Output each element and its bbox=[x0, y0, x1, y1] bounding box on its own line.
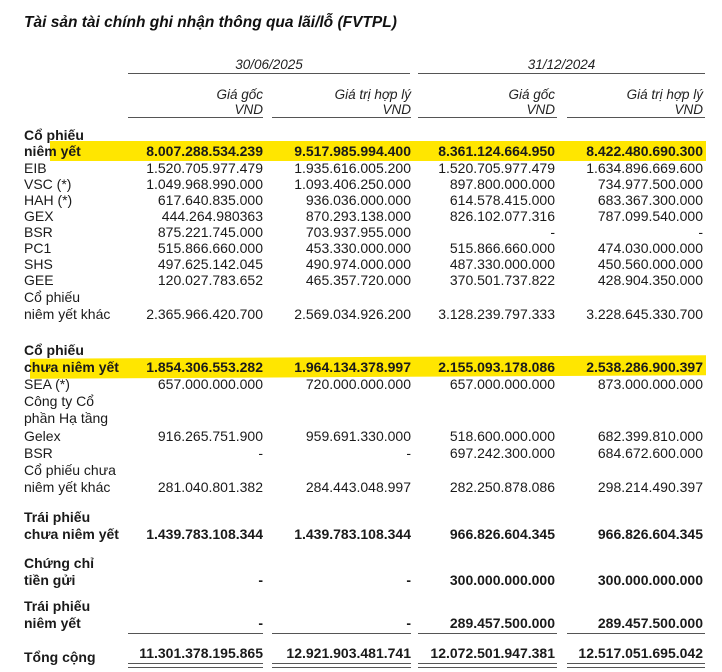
cell-value: 8.422.480.690.300 bbox=[586, 143, 703, 159]
table-row bbox=[0, 410, 722, 426]
table-row bbox=[0, 306, 722, 322]
table-row-total bbox=[0, 645, 722, 665]
cell-value: 720.000.000.000 bbox=[305, 376, 411, 392]
table-row bbox=[0, 393, 722, 409]
total-double-line bbox=[567, 663, 705, 668]
cell-value: 697.242.300.000 bbox=[449, 445, 555, 461]
cell-value: 428.904.350.000 bbox=[597, 272, 703, 288]
column-header-label: Giá gốc bbox=[216, 87, 263, 102]
cell-value: 936.036.000.000 bbox=[305, 192, 411, 208]
column-divider bbox=[128, 117, 263, 118]
cell-value: 1.439.783.108.344 bbox=[294, 526, 411, 542]
row-label: niêm yết bbox=[24, 143, 81, 159]
table-row bbox=[0, 445, 722, 461]
column-header-unit: VND bbox=[382, 102, 411, 117]
cell-value: 1.520.705.977.479 bbox=[146, 160, 263, 176]
row-label: GEX bbox=[24, 208, 54, 224]
table-row bbox=[0, 272, 722, 288]
cell-value: 289.457.500.000 bbox=[449, 615, 555, 631]
cell-value: 682.399.810.000 bbox=[597, 428, 703, 444]
column-divider bbox=[567, 117, 705, 118]
subtotal-line bbox=[418, 633, 557, 634]
table-row bbox=[0, 359, 722, 375]
cell-value: 1.634.896.669.600 bbox=[586, 160, 703, 176]
cell-value: - bbox=[406, 445, 411, 461]
table-row bbox=[0, 598, 722, 614]
table-row bbox=[0, 428, 722, 444]
cell-value: 1.520.705.977.479 bbox=[438, 160, 555, 176]
cell-value: 284.443.048.997 bbox=[305, 479, 411, 495]
period-divider bbox=[128, 73, 410, 74]
column-divider bbox=[418, 117, 557, 118]
table-row bbox=[0, 160, 722, 176]
cell-value: 966.826.604.345 bbox=[449, 526, 555, 542]
row-label: phần Hạ tầng bbox=[24, 410, 109, 426]
cell-value: - bbox=[258, 572, 263, 588]
cell-value: 120.027.783.652 bbox=[157, 272, 263, 288]
cell-value: 487.330.000.000 bbox=[449, 256, 555, 272]
row-label: Gelex bbox=[24, 428, 61, 444]
page-title: Tài sản tài chính ghi nhận thông qua lãi/lỗ (FVTPL) bbox=[24, 14, 397, 31]
column-header-unit: VND bbox=[234, 102, 263, 117]
cell-value: 897.800.000.000 bbox=[449, 176, 555, 192]
cell-value: 370.501.737.822 bbox=[449, 272, 555, 288]
table-row bbox=[0, 342, 722, 358]
column-header-unit: VND bbox=[674, 102, 703, 117]
cell-value: 614.578.415.000 bbox=[449, 192, 555, 208]
cell-value: 2.365.966.420.700 bbox=[146, 306, 263, 322]
cell-value: 959.691.330.000 bbox=[305, 428, 411, 444]
subtotal-line bbox=[567, 633, 705, 634]
cell-value: 875.221.745.000 bbox=[157, 224, 263, 240]
row-label: GEE bbox=[24, 272, 54, 288]
column-header-fair-2025 bbox=[335, 87, 411, 117]
row-label: EIB bbox=[24, 160, 47, 176]
table-row bbox=[0, 526, 722, 542]
total-double-line bbox=[128, 663, 263, 668]
table-row bbox=[0, 555, 722, 571]
period-divider bbox=[418, 73, 705, 74]
cell-value: 8.007.288.534.239 bbox=[146, 143, 263, 159]
subtotal-line bbox=[272, 633, 411, 634]
cell-value: 12.072.501.947.381 bbox=[430, 645, 555, 661]
table-row bbox=[0, 615, 722, 631]
cell-value: 3.128.239.797.333 bbox=[438, 306, 555, 322]
row-label: chưa niêm yết bbox=[24, 359, 119, 375]
cell-value: 657.000.000.000 bbox=[157, 376, 263, 392]
row-label: Công ty Cổ bbox=[24, 393, 95, 409]
cell-value: 282.250.878.086 bbox=[449, 479, 555, 495]
cell-value: 2.538.286.900.397 bbox=[586, 359, 703, 375]
total-double-line bbox=[418, 663, 557, 668]
column-header-label: Giá gốc bbox=[508, 87, 555, 102]
table-row bbox=[0, 240, 722, 256]
row-label: niêm yết khác bbox=[24, 479, 111, 495]
cell-value: 684.672.600.000 bbox=[597, 445, 703, 461]
cell-value: 683.367.300.000 bbox=[597, 192, 703, 208]
cell-value: 3.228.645.330.700 bbox=[586, 306, 703, 322]
cell-value: 497.625.142.045 bbox=[157, 256, 263, 272]
cell-value: - bbox=[258, 445, 263, 461]
row-label: Cổ phiếu bbox=[24, 127, 84, 143]
table-row bbox=[0, 509, 722, 525]
cell-value: 515.866.660.000 bbox=[157, 240, 263, 256]
column-header-label: Giá trị hợp lý bbox=[334, 87, 411, 102]
cell-value: 617.640.835.000 bbox=[157, 192, 263, 208]
cell-value: 2.569.034.926.200 bbox=[294, 306, 411, 322]
table-row bbox=[0, 208, 722, 224]
cell-value: 453.330.000.000 bbox=[305, 240, 411, 256]
cell-value: 8.361.124.664.950 bbox=[438, 143, 555, 159]
period-header-2025: 30/06/2025 bbox=[235, 57, 303, 72]
column-divider bbox=[272, 117, 411, 118]
period-header-2024: 31/12/2024 bbox=[527, 57, 596, 72]
cell-value: 2.155.093.178.086 bbox=[438, 359, 555, 375]
row-label: chưa niêm yết bbox=[24, 526, 119, 542]
table-row bbox=[0, 289, 722, 305]
column-header-cost-2025 bbox=[216, 87, 263, 117]
row-label: BSR bbox=[24, 445, 53, 461]
cell-value: 870.293.138.000 bbox=[305, 208, 411, 224]
cell-value: 787.099.540.000 bbox=[597, 208, 703, 224]
cell-value: 300.000.000.000 bbox=[597, 572, 703, 588]
cell-value: 474.030.000.000 bbox=[597, 240, 703, 256]
cell-value: 444.264.980363 bbox=[161, 208, 263, 224]
row-label: Trái phiếu bbox=[24, 598, 91, 614]
table-row bbox=[0, 572, 722, 588]
subtotal-line bbox=[128, 633, 263, 634]
row-label: tiền gửi bbox=[24, 572, 76, 588]
row-label: SHS bbox=[24, 256, 53, 272]
row-label: Cổ phiếu bbox=[24, 289, 81, 305]
row-label: Cổ phiếu chưa bbox=[24, 462, 116, 478]
cell-value: 12.517.051.695.042 bbox=[578, 645, 703, 661]
table-row bbox=[0, 143, 722, 159]
cell-value: 1.935.616.005.200 bbox=[294, 160, 411, 176]
cell-value: 1.964.134.378.997 bbox=[294, 359, 411, 375]
total-double-line bbox=[272, 663, 411, 668]
row-label: Trái phiếu bbox=[24, 509, 91, 525]
row-label: Tổng cộng bbox=[24, 649, 96, 665]
row-label: SEA (*) bbox=[24, 376, 70, 392]
table-row bbox=[0, 462, 722, 478]
cell-value: - bbox=[406, 615, 411, 631]
cell-value: 281.040.801.382 bbox=[157, 479, 263, 495]
row-label: PC1 bbox=[24, 240, 52, 256]
cell-value: 916.265.751.900 bbox=[157, 428, 263, 444]
table-row bbox=[0, 376, 722, 392]
cell-value: 518.600.000.000 bbox=[449, 428, 555, 444]
cell-value: 298.214.490.397 bbox=[597, 479, 703, 495]
cell-value: 734.977.500.000 bbox=[597, 176, 703, 192]
column-header-cost-2024 bbox=[508, 87, 555, 117]
row-label: niêm yết khác bbox=[24, 306, 111, 322]
cell-value: - bbox=[406, 572, 411, 588]
table-row bbox=[0, 224, 722, 240]
row-label: VSC (*) bbox=[24, 176, 72, 192]
table-row bbox=[0, 479, 722, 495]
row-label: Chứng chỉ bbox=[24, 555, 95, 571]
row-label: BSR bbox=[24, 224, 53, 240]
cell-value: 12.921.903.481.741 bbox=[286, 645, 411, 661]
cell-value: 450.560.000.000 bbox=[597, 256, 703, 272]
column-header-fair-2024 bbox=[627, 87, 703, 117]
cell-value: 1.439.783.108.344 bbox=[146, 526, 263, 542]
cell-value: 11.301.378.195.865 bbox=[139, 645, 263, 661]
cell-value: 826.102.077.316 bbox=[449, 208, 555, 224]
cell-value: - bbox=[550, 224, 555, 240]
cell-value: 1.854.306.553.282 bbox=[146, 359, 263, 375]
table-row bbox=[0, 256, 722, 272]
cell-value: 703.937.955.000 bbox=[305, 224, 411, 240]
column-header-unit: VND bbox=[526, 102, 555, 117]
cell-value: 515.866.660.000 bbox=[449, 240, 555, 256]
table-row bbox=[0, 176, 722, 192]
cell-value: 465.357.720.000 bbox=[305, 272, 411, 288]
row-label: niêm yết bbox=[24, 615, 81, 631]
row-label: Cổ phiếu bbox=[24, 342, 84, 358]
row-label: HAH (*) bbox=[24, 192, 73, 208]
cell-value: - bbox=[258, 615, 263, 631]
cell-value: 873.000.000.000 bbox=[597, 376, 703, 392]
cell-value: 490.974.000.000 bbox=[305, 256, 411, 272]
cell-value: 1.049.968.990.000 bbox=[146, 176, 263, 192]
cell-value: - bbox=[698, 224, 703, 240]
cell-value: 9.517.985.994.400 bbox=[294, 143, 411, 159]
cell-value: 300.000.000.000 bbox=[449, 572, 555, 588]
table-row bbox=[0, 192, 722, 208]
cell-value: 1.093.406.250.000 bbox=[294, 176, 411, 192]
column-header-label: Giá trị hợp lý bbox=[626, 87, 703, 102]
cell-value: 966.826.604.345 bbox=[597, 526, 703, 542]
cell-value: 657.000.000.000 bbox=[449, 376, 555, 392]
table-row bbox=[0, 127, 722, 143]
cell-value: 289.457.500.000 bbox=[597, 615, 703, 631]
